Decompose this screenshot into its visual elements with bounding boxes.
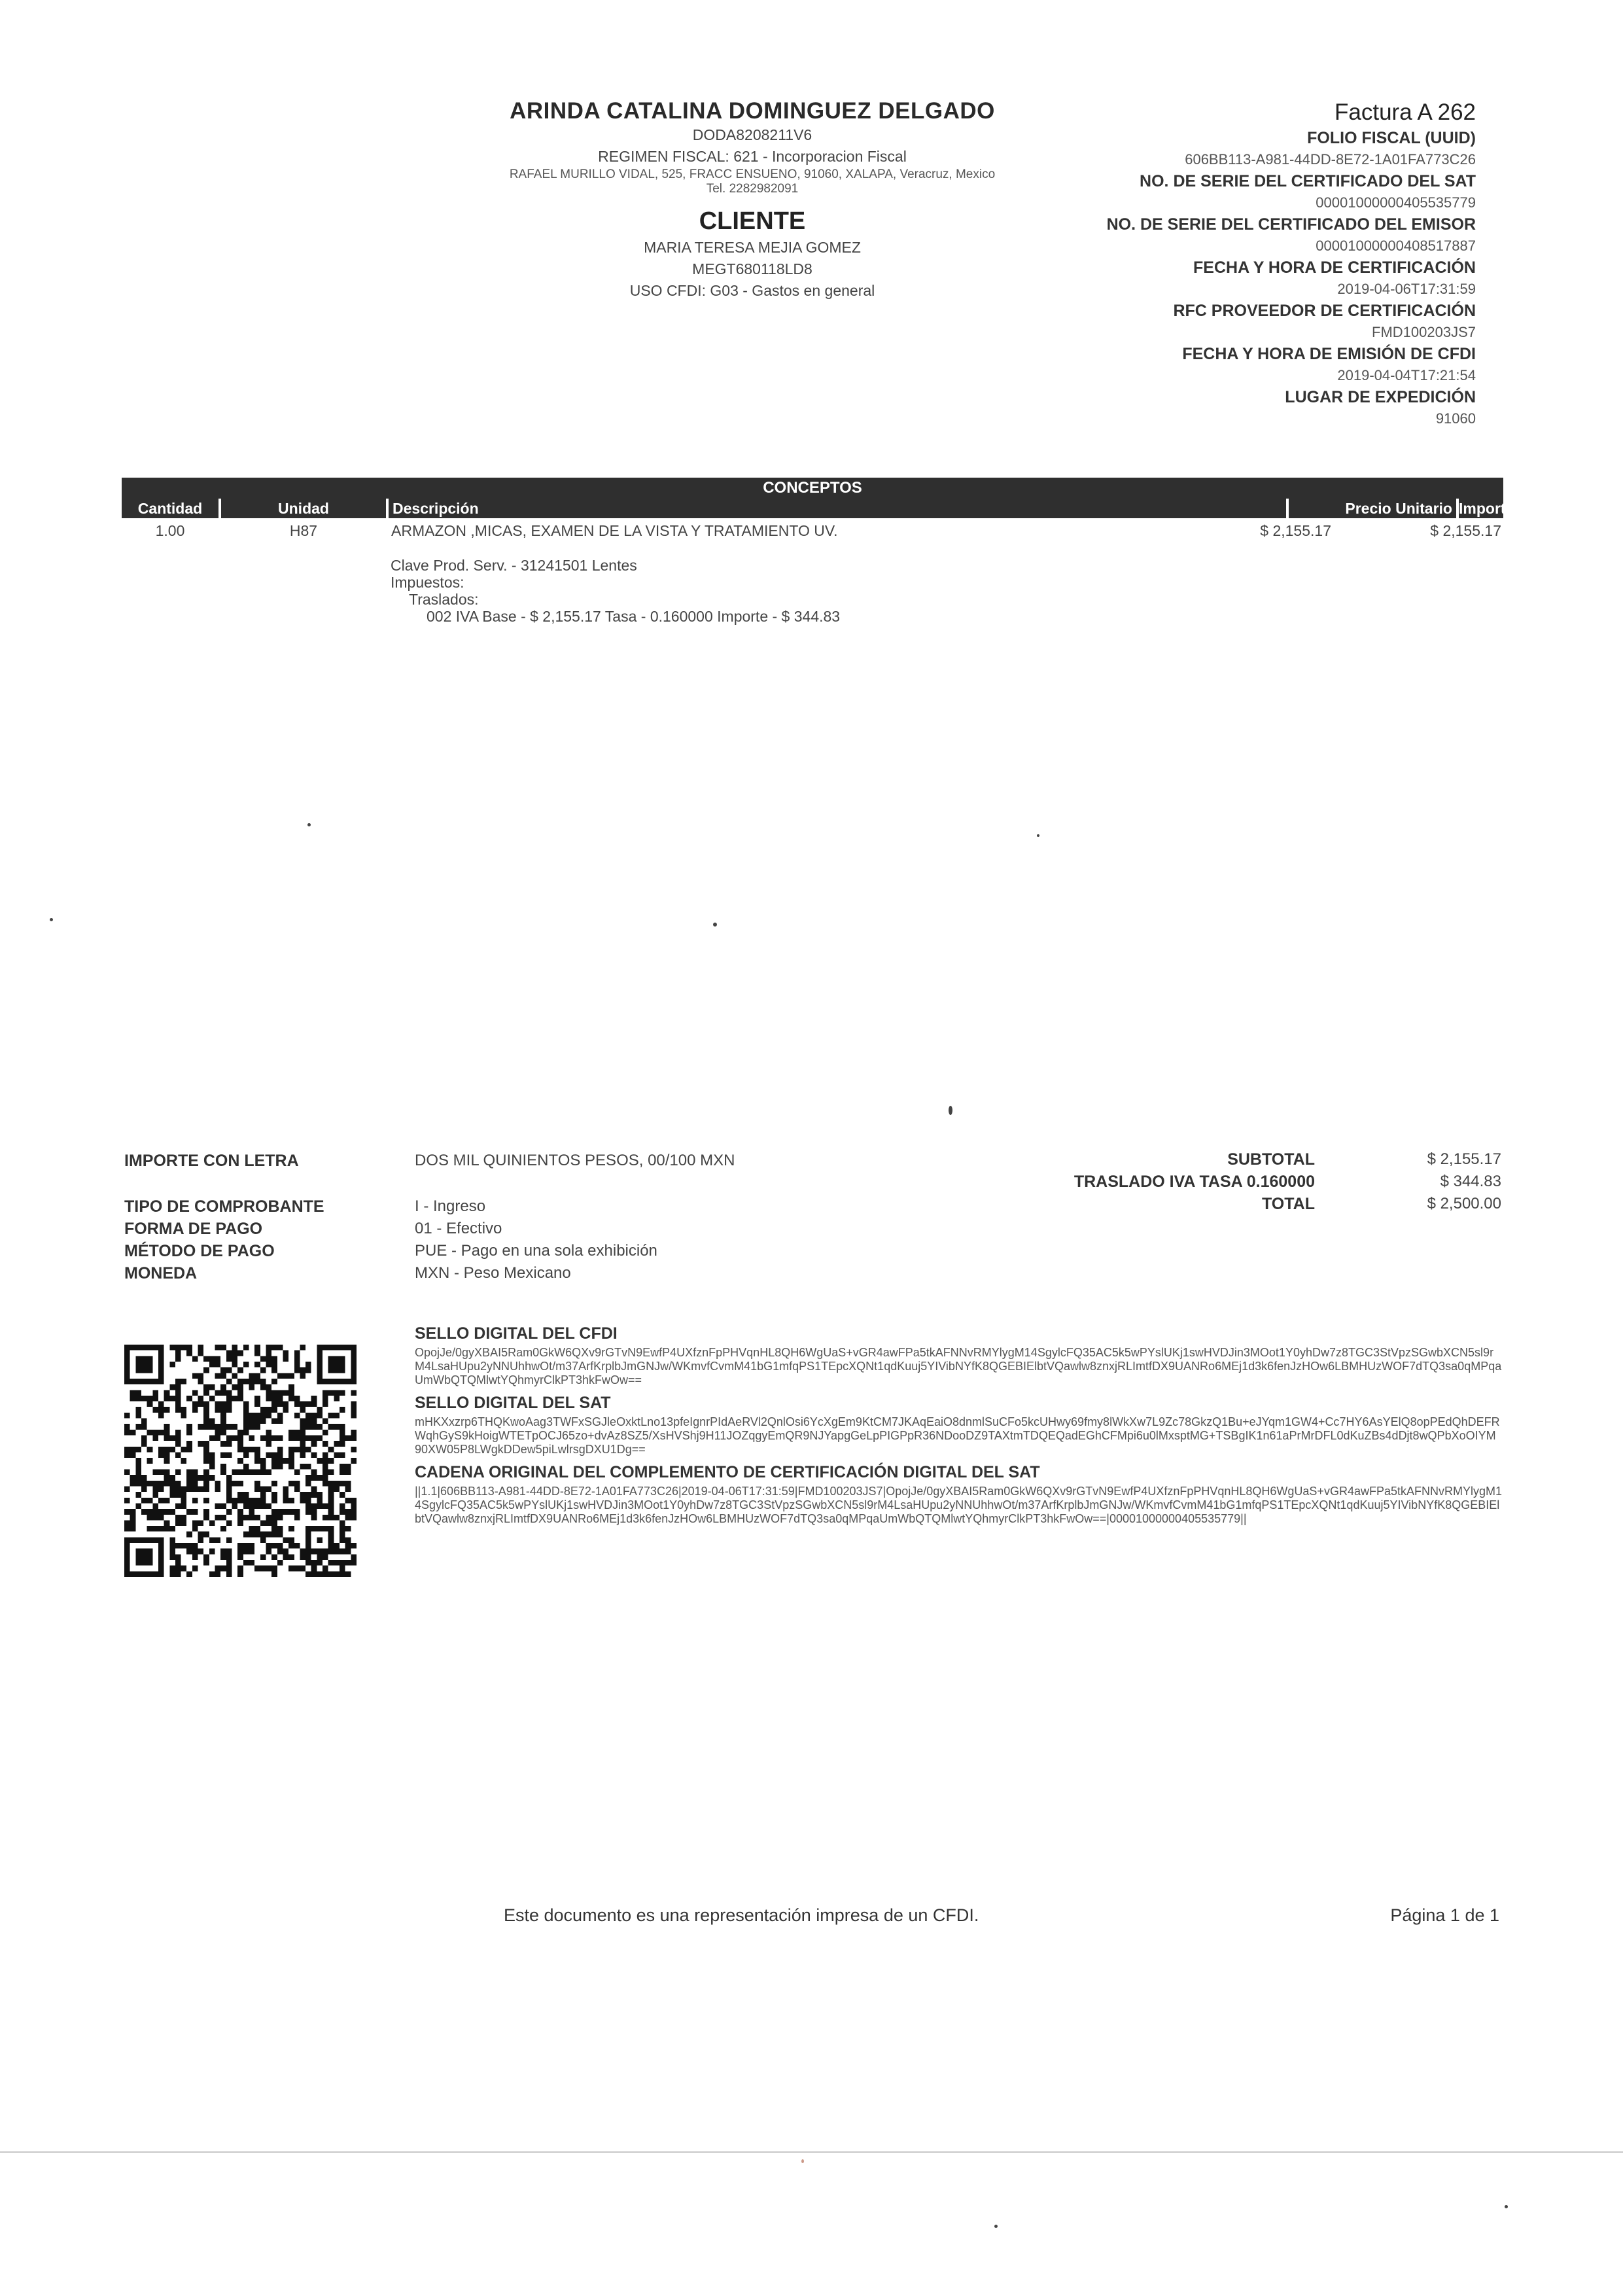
factura-info xyxy=(939,98,1476,429)
iva-value: $ 344.83 xyxy=(1440,1173,1501,1190)
scan-speck xyxy=(1037,834,1039,837)
tipo-comprobante: I - Ingreso xyxy=(415,1197,486,1215)
clave-prod-serv: Clave Prod. Serv. - 31241501 Lentes xyxy=(391,557,637,574)
factura-titulo: Factura A 262 xyxy=(1335,99,1476,125)
forma-pago: 01 - Efectivo xyxy=(415,1220,502,1237)
campo-value: 2019-04-06T17:31:59 xyxy=(1337,281,1476,297)
campo-label: FOLIO FISCAL (UUID) xyxy=(1307,129,1476,147)
scan-speck xyxy=(307,823,311,826)
scan-speck xyxy=(994,2225,998,2228)
subtotal-label: SUBTOTAL xyxy=(1227,1150,1315,1169)
campo-value: 606BB113-A981-44DD-8E72-1A01FA773C26 xyxy=(1185,151,1476,168)
scan-speck xyxy=(949,1106,952,1115)
metodo-pago: PUE - Pago en una sola exhibición xyxy=(415,1242,657,1260)
campo-fecha-certificacion xyxy=(939,256,1476,300)
importe-letra-label: IMPORTE CON LETRA xyxy=(124,1152,299,1170)
campo-serie-emisor xyxy=(939,213,1476,256)
campo-serie-sat xyxy=(939,170,1476,213)
campo-value: FMD100203JS7 xyxy=(1372,324,1476,340)
sello-sat: mHKXxzrp6THQKwoAag3TWFxSGJleOxktLno13pfeIgnrPIdAeRVl2QnlOsi6YcXgEm9KtCM7JKAqEaiO8dnmlSuCFo5kcUHwy69fmy8lWkXw7L9Zc78GkzQ1Bu+eJYqm1GW4+Cc7HY6AsYElQ8opPEdQhDEFRWqhGyS9kHoigWTETpOCJ65zo+dvAz8SZ5/XsHVShj9H11JOZqgyEmQR9NJYapgGeLpPIGPpR36NDooDZ9TAXtmTDQEQadEGhCFMpi6u0lMxsptMG+TSBgIK1n61aPrMrDFL0dKuZBs4dDjt8wQPbXoOIYM90XW05P8LWgkDDew5piLwlrsgDXU1Dg== xyxy=(415,1415,1500,1456)
footer-leyenda: Este documento es una representación impresa de un CFDI. xyxy=(504,1905,979,1925)
col-unidad: Unidad xyxy=(221,499,386,518)
emisor-direccion: RAFAEL MURILLO VIDAL, 525, FRACC ENSUENO, 91060, XALAPA, Veracruz, Mexico xyxy=(509,168,996,181)
cadena-original-label: CADENA ORIGINAL DEL COMPLEMENTO DE CERTIFICACIÓN DIGITAL DEL SAT xyxy=(415,1463,1040,1481)
col-importe: Importe xyxy=(1459,500,1514,517)
conceptos-header-bar: CONCEPTOS xyxy=(122,478,1503,499)
row-descripcion: ARMAZON ,MICAS, EXAMEN DE LA VISTA Y TRATAMIENTO UV. xyxy=(391,522,838,539)
cliente-nombre: MARIA TERESA MEJIA GOMEZ xyxy=(644,239,861,256)
cliente-titulo: CLIENTE xyxy=(699,207,806,235)
sellos-block xyxy=(415,1324,1502,1526)
campo-label: NO. DE SERIE DEL CERTIFICADO DEL EMISOR xyxy=(1106,215,1476,234)
footer-pagina: Página 1 de 1 xyxy=(1390,1905,1499,1925)
metodo-pago-label: MÉTODO DE PAGO xyxy=(124,1242,275,1260)
emisor-telefono: Tel. 2282982091 xyxy=(706,182,799,196)
campo-value: 00001000000405535779 xyxy=(1316,194,1476,211)
row-cantidad: 1.00 xyxy=(155,522,185,539)
emisor-regimen: REGIMEN FISCAL: 621 - Incorporacion Fiscal xyxy=(598,148,907,165)
sello-cfdi: OpojJe/0gyXBAI5Ram0GkW6QXv9rGTvN9EwfP4UXfznFpPHVqnHL8QH6WgUaS+vGR4awFPa5tkAFNNvRMYlygM14SgylcFQ35AC5k5wPYslUKj1swHVDJin3MOot1Y0yhDw7z8TGC3StVpzSGwbXCN5sl9rM4LsaHUpu2yNNUhhwOt/m37ArfKrplbJmGNJw/WKmvfCvmM41bG1mfqPS1TEpcXQNt1qdKuuj5YIVibNYfK8QGEBIElbtVQawlw8znxjRLImtfDX9UANRo6MEj1d3k6fenJzHOw6LBMHUzWOF7dTQ3sa0qMPqaUmWbQTQMlwtYQhmyrClkPT3hkFwOw== xyxy=(415,1346,1502,1386)
cliente-rfc: MEGT680118LD8 xyxy=(692,260,812,277)
campo-lugar-expedicion xyxy=(939,386,1476,429)
row-unidad: H87 xyxy=(289,522,318,539)
campo-value: 00001000000408517887 xyxy=(1316,238,1476,254)
scan-speck xyxy=(50,918,53,921)
campo-label: RFC PROVEEDOR DE CERTIFICACIÓN xyxy=(1173,302,1476,320)
scan-speck xyxy=(713,923,717,927)
campo-label: FECHA Y HORA DE CERTIFICACIÓN xyxy=(1193,258,1476,277)
campo-label: LUGAR DE EXPEDICIÓN xyxy=(1285,388,1476,406)
emisor-rfc: DODA8208211V6 xyxy=(692,126,812,143)
qr-code xyxy=(124,1345,357,1577)
col-descripcion: Descripción xyxy=(389,499,1286,518)
row-precio: $ 2,155.17 xyxy=(1260,522,1331,539)
campo-value: 91060 xyxy=(1435,410,1476,427)
subtotal-value: $ 2,155.17 xyxy=(1427,1150,1501,1168)
iva-label: TRASLADO IVA TASA 0.160000 xyxy=(1073,1173,1315,1191)
row-importe: $ 2,155.17 xyxy=(1430,522,1501,539)
moneda: MXN - Peso Mexicano xyxy=(415,1264,571,1282)
cliente-uso-cfdi: USO CFDI: G03 - Gastos en general xyxy=(629,282,875,299)
traslados-label: Traslados: xyxy=(409,591,479,608)
importe-letra: DOS MIL QUINIENTOS PESOS, 00/100 MXN xyxy=(415,1152,735,1169)
campo-rfc-proveedor xyxy=(939,300,1476,343)
emisor-nombre: ARINDA CATALINA DOMINGUEZ DELGADO xyxy=(510,98,995,124)
page-edge-line xyxy=(0,2151,1623,2153)
campo-value: 2019-04-04T17:21:54 xyxy=(1337,367,1476,383)
campo-uuid xyxy=(939,127,1476,170)
iva-detalle: 002 IVA Base - $ 2,155.17 Tasa - 0.160000 Importe - $ 344.83 xyxy=(427,608,841,625)
total-value: $ 2,500.00 xyxy=(1427,1195,1501,1212)
forma-pago-label: FORMA DE PAGO xyxy=(124,1220,263,1238)
campo-label: FECHA Y HORA DE EMISIÓN DE CFDI xyxy=(1182,345,1476,363)
sello-cfdi-label: SELLO DIGITAL DEL CFDI xyxy=(415,1324,618,1343)
impuestos-label: Impuestos: xyxy=(391,574,464,591)
campo-label: NO. DE SERIE DEL CERTIFICADO DEL SAT xyxy=(1140,172,1476,190)
cadena-original: ||1.1|606BB113-A981-44DD-8E72-1A01FA773C26|2019-04-06T17:31:59|FMD100203JS7|OpojJe/0gyXBAI5Ram0GkW6QXv9rGTvN9EwfP4UXfznFpPHVqnHL8QH6WgUaS+vGR4awFPa5tkAFNNvRMYlygM14SgylcFQ35AC5k5wPYslUKj1swHVDJin3MOot1Y0yhDw7z8TGC3StVpzSGwbXCN5sl9rM4LsaHUpu2yNNUhhwOt/m37ArfKrplbJmGNJw/WKmvfCvmM41bG1mfqPS1TEpcXQNt1qdKuuj5YIVibNYfK8QGEBIElbtVQawlw8znxjRLImtfDX9UANRo6MEj1d3k6fenJzHOw6LBMHUzWOF7dTQ3sa0qMPqaUmWbQTQMlwtYQhmyrClkPT3hkFwOw==|00001000000405535779|| xyxy=(415,1485,1503,1525)
tipo-comprobante-label: TIPO DE COMPROBANTE xyxy=(124,1197,324,1216)
total-label: TOTAL xyxy=(1261,1195,1315,1213)
col-precio: Precio Unitario xyxy=(1289,499,1456,518)
moneda-label: MONEDA xyxy=(124,1264,198,1282)
scan-speck xyxy=(1505,2205,1508,2208)
sello-sat-label: SELLO DIGITAL DEL SAT xyxy=(415,1394,611,1412)
campo-fecha-emision xyxy=(939,343,1476,386)
conceptos-column-headers xyxy=(122,499,1514,520)
col-cantidad: Cantidad xyxy=(122,499,218,518)
scan-speck xyxy=(801,2159,804,2163)
